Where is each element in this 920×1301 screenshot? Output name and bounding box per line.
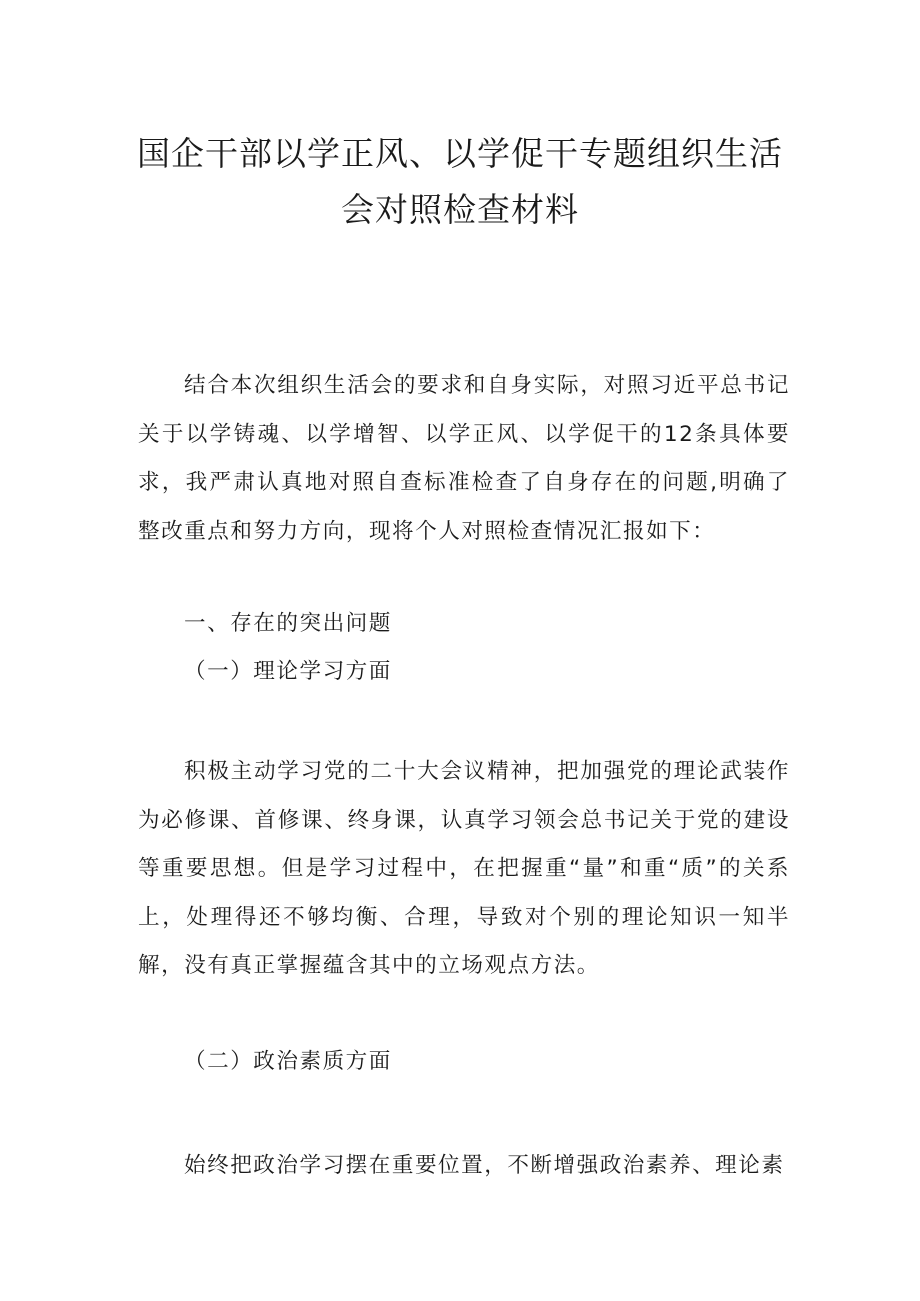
section-heading-problems: 一、存在的突出问题 — [184, 611, 392, 636]
subsection-heading-political: （二）政治素质方面 — [184, 1049, 392, 1074]
title-line-2: 会对照检查材料 — [341, 190, 579, 229]
theory-study-paragraph: 积极主动学习党的二十大会议精神，把加强党的理论武装作为必修课、首修课、终身课，认真学习领会总书记关于党的建设等重要思想。但是学习过程中，在把握重“量”和重“质”的关系上，处理得还不够均衡、合理，导致对个别的理论知识一知半解，没有真正掌握蕴含其中的立场观点方法。 — [138, 759, 790, 978]
document-title — [120, 126, 800, 238]
intro-paragraph: 结合本次组织生活会的要求和自身实际，对照习近平总书记关于以学铸魂、以学增智、以学正风、以学促干的12条具体要求，我严肃认真地对照自查标准检查了自身存在的问题,明确了整改重点和努力方向，现将个人对照检查情况汇报如下： — [138, 373, 790, 544]
subsection-heading-theory: （一）理论学习方面 — [184, 659, 392, 684]
political-quality-paragraph: 始终把政治学习摆在重要位置，不断增强政治素养、理论素 — [184, 1153, 785, 1178]
title-line-1: 国企干部以学正风、以学促干专题组织生活 — [137, 134, 783, 173]
